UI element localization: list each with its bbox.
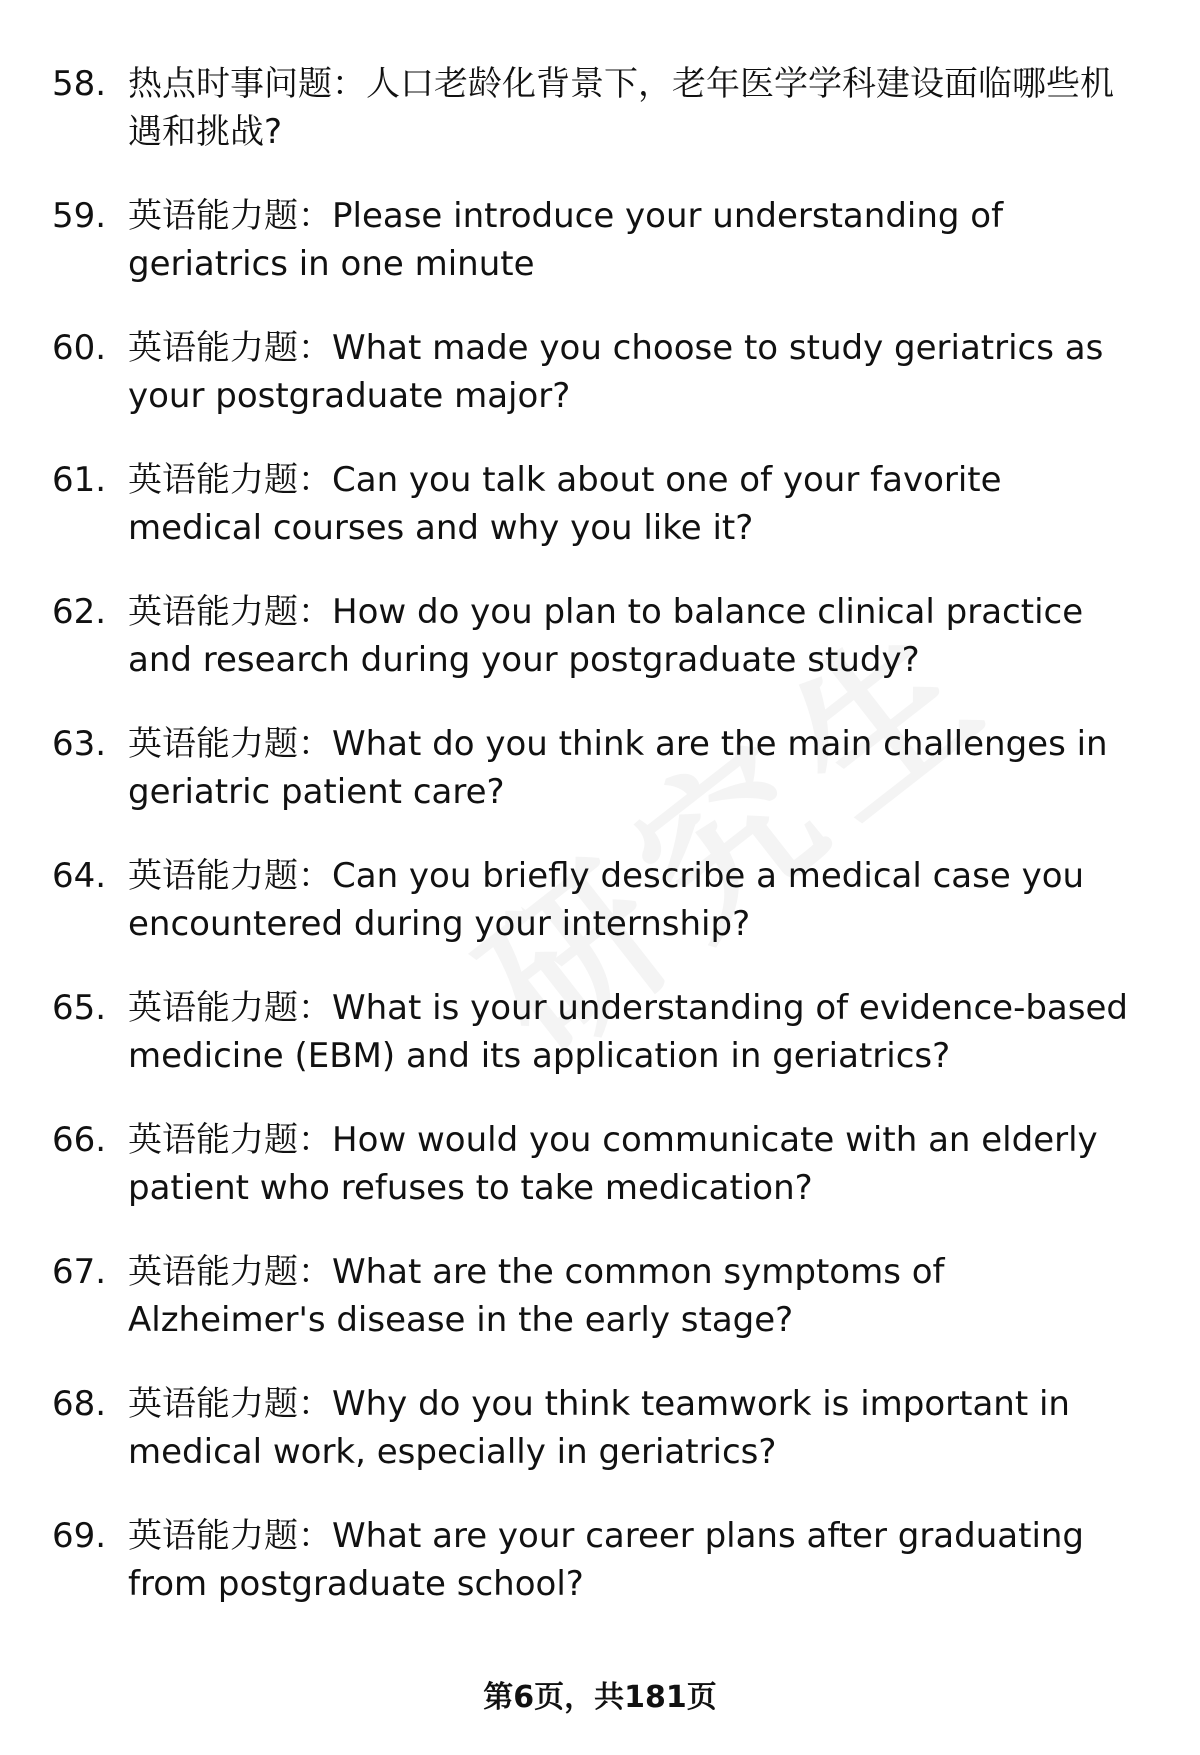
list-item [52, 192, 1152, 288]
item-text: Can you briefly describe a medical case you encountered during your internship? [128, 856, 1085, 944]
item-number: 64. [52, 856, 107, 896]
item-category: 英语能力题 [128, 724, 298, 764]
item-category: 英语能力题 [128, 856, 298, 896]
item-body [128, 324, 1143, 420]
item-separator: ： [298, 1120, 332, 1160]
item-number: 66. [52, 1120, 107, 1160]
item-text: Can you talk about one of your favorite medical courses and why you like it? [128, 460, 1002, 548]
list-item [52, 1380, 1152, 1476]
item-number: 69. [52, 1516, 107, 1556]
item-category: 英语能力题 [128, 1516, 298, 1556]
item-body [128, 1248, 1143, 1344]
item-category: 英语能力题 [128, 196, 298, 236]
item-category: 英语能力题 [128, 592, 298, 632]
item-number: 68. [52, 1384, 107, 1424]
item-number: 59. [52, 196, 107, 236]
item-category: 英语能力题 [128, 460, 298, 500]
item-text: What is your understanding of evidence-based medicine (EBM) and its application in geriatrics? [128, 988, 1128, 1076]
list-item [52, 324, 1152, 420]
item-body [128, 720, 1143, 816]
question-list [52, 60, 1152, 1644]
item-text: What are your career plans after graduating from postgraduate school? [128, 1516, 1085, 1604]
item-body [128, 852, 1143, 948]
item-text: What made you choose to study geriatrics as your postgraduate major? [128, 328, 1104, 416]
list-item [52, 456, 1152, 552]
item-body [128, 1380, 1143, 1476]
item-category: 热点时事问题 [128, 64, 332, 104]
item-separator: ： [298, 592, 332, 632]
item-text: Please introduce your understanding of geriatrics in one minute [128, 196, 1004, 284]
item-category: 英语能力题 [128, 1252, 298, 1292]
list-item [52, 852, 1152, 948]
item-separator: ： [298, 988, 332, 1028]
list-item [52, 1116, 1152, 1212]
item-separator: ： [298, 196, 332, 236]
item-separator: ： [298, 460, 332, 500]
item-number: 61. [52, 460, 107, 500]
item-category: 英语能力题 [128, 1120, 298, 1160]
item-number: 63. [52, 724, 107, 764]
list-item [52, 1248, 1152, 1344]
item-text: What are the common symptoms of Alzheimer's disease in the early stage? [128, 1252, 945, 1340]
item-separator: ： [298, 724, 332, 764]
item-number: 58. [52, 64, 107, 104]
item-text: How do you plan to balance clinical practice and research during your postgraduate study? [128, 592, 1084, 680]
item-body [128, 456, 1143, 552]
item-category: 英语能力题 [128, 328, 298, 368]
list-item [52, 60, 1152, 156]
list-item [52, 588, 1152, 684]
item-text: What do you think are the main challenges in geriatric patient care? [128, 724, 1108, 812]
item-body [128, 588, 1143, 684]
item-separator: ： [298, 1516, 332, 1556]
item-category: 英语能力题 [128, 1384, 298, 1424]
item-separator: ： [298, 1252, 332, 1292]
list-item [52, 720, 1152, 816]
item-category: 英语能力题 [128, 988, 298, 1028]
item-body [128, 984, 1143, 1080]
item-number: 60. [52, 328, 107, 368]
item-body [128, 60, 1143, 156]
item-text: Why do you think teamwork is important in medical work, especially in geriatrics? [128, 1384, 1070, 1472]
item-body [128, 1116, 1143, 1212]
item-number: 65. [52, 988, 107, 1028]
list-item [52, 984, 1152, 1080]
list-item [52, 1512, 1152, 1608]
item-number: 62. [52, 592, 107, 632]
item-number: 67. [52, 1252, 107, 1292]
item-body [128, 192, 1143, 288]
item-text: How would you communicate with an elderly patient who refuses to take medication? [128, 1120, 1098, 1208]
page-footer: 第6页，共181页 [483, 1680, 717, 1715]
item-separator: ： [332, 64, 366, 104]
item-separator: ： [298, 1384, 332, 1424]
item-body [128, 1512, 1143, 1608]
item-text: 人口老龄化背景下，老年医学学科建设面临哪些机遇和挑战? [128, 64, 1114, 152]
item-separator: ： [298, 328, 332, 368]
item-separator: ： [298, 856, 332, 896]
